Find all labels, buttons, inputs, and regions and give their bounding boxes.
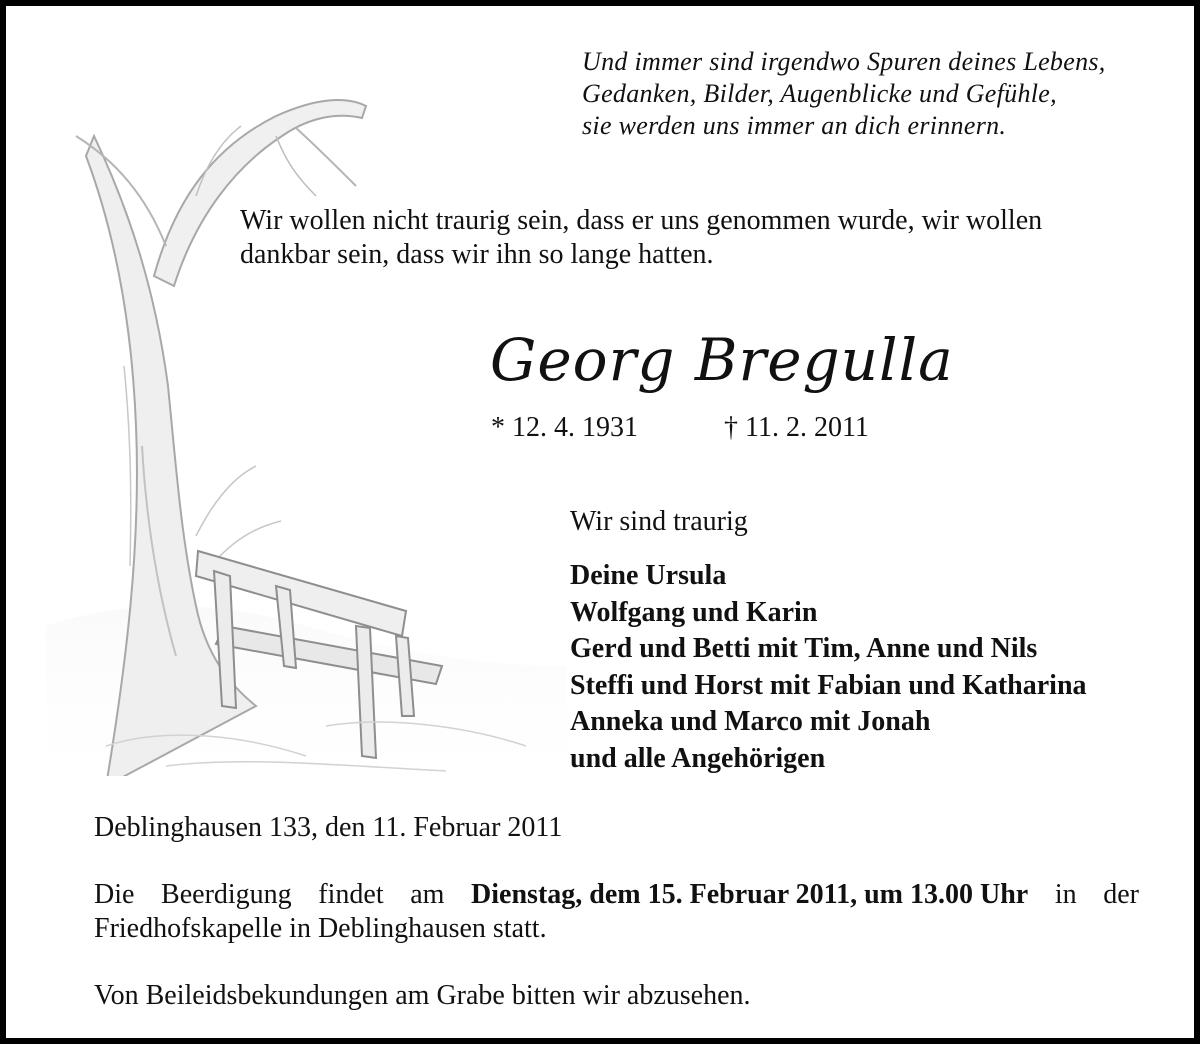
- burial-word: Beerdigung: [161, 879, 292, 910]
- burial-announcement: [94, 878, 1144, 946]
- mourner-entry: Deine Ursula: [570, 560, 727, 591]
- condolence-note: Von Beileidsbekundungen am Grabe bitten wir abzusehen.: [94, 980, 751, 1011]
- burial-word: Die: [94, 879, 135, 910]
- mourner-entry: und alle Angehörigen: [570, 742, 826, 774]
- poem-line: sie werden uns immer an dich erinnern.: [582, 111, 1007, 140]
- place-and-date: Deblinghausen 133, den 11. Februar 2011: [94, 812, 563, 843]
- poem-line: Und immer sind irgendwo Spuren deines Lebens,: [582, 47, 1106, 76]
- mourners-list: [570, 558, 1087, 777]
- burial-word: am: [410, 879, 445, 910]
- burial-word: in: [1054, 879, 1077, 910]
- birth-date: * 12. 4. 1931: [491, 412, 638, 443]
- burial-word: der: [1103, 879, 1139, 910]
- tree-bench-sketch-illustration: [46, 66, 566, 776]
- mourner-entry: Anneka und Marco mit Jonah: [570, 706, 931, 737]
- poem: [582, 46, 1182, 142]
- burial-word: findet: [318, 879, 384, 910]
- mourner-entry: Wolfgang und Karin: [570, 596, 818, 628]
- poem-line: Gedanken, Bilder, Augenblicke und Gefühle,: [582, 79, 1057, 108]
- burial-date-time: Dienstag, dem 15. Februar 2011, um 13.00 Uhr: [471, 879, 1029, 910]
- quote: [240, 204, 1160, 272]
- burial-line-2: Friedhofskapelle in Deblinghausen statt.: [94, 913, 547, 944]
- quote-line: Wir wollen nicht traurig sein, dass er uns genommen wurde, wir wollen: [240, 205, 1043, 236]
- deceased-name: Georg Bregulla: [490, 326, 954, 394]
- mourner-entry: Gerd und Betti mit Tim, Anne und Nils: [570, 633, 1038, 664]
- burial-line-1: [94, 878, 1139, 912]
- mourners-intro: Wir sind traurig: [570, 506, 748, 537]
- mourner-entry: Steffi und Horst mit Fabian und Katharina: [570, 669, 1087, 701]
- death-date: † 11. 2. 2011: [724, 412, 869, 443]
- quote-line: dankbar sein, dass wir ihn so lange hatten.: [240, 239, 714, 270]
